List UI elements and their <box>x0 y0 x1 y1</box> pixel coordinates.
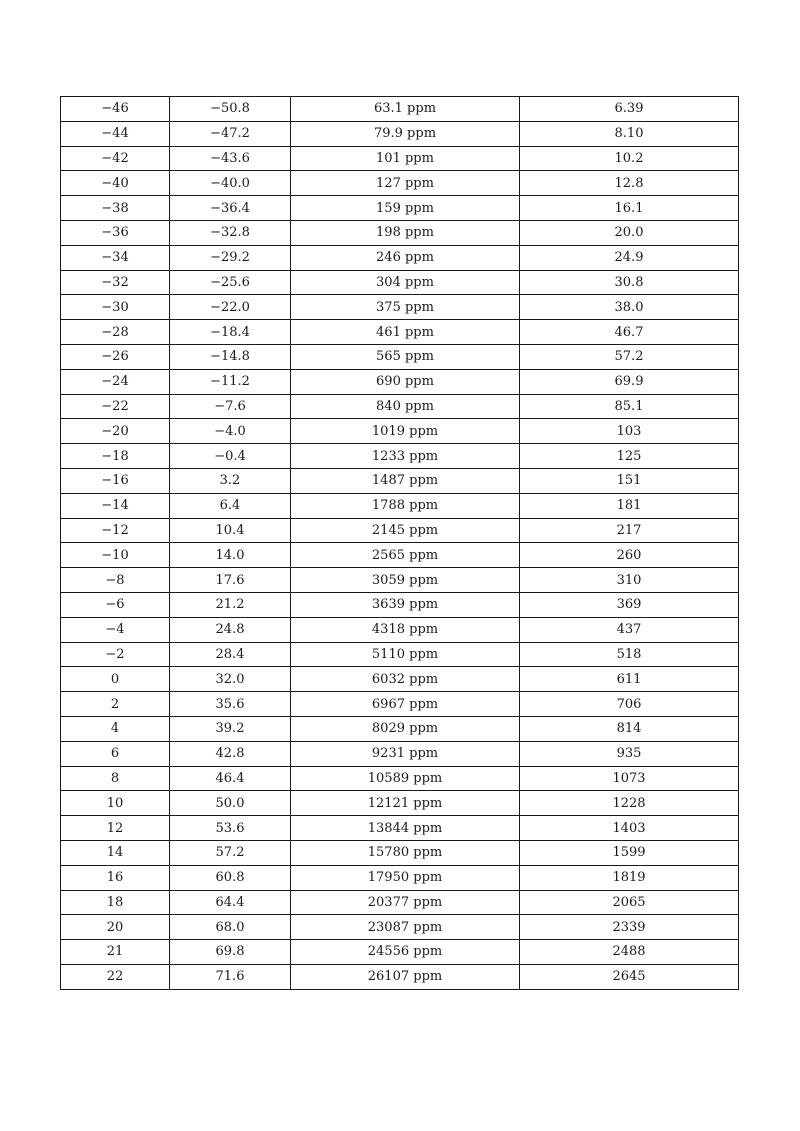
col-2-cell: −29.2 <box>170 245 291 270</box>
col-4-cell: 437 <box>520 617 739 642</box>
col-2-cell: 68.0 <box>170 915 291 940</box>
col-2-cell: 6.4 <box>170 493 291 518</box>
col-3-cell: 690 ppm <box>291 369 520 394</box>
col-1-cell: −18 <box>61 444 170 469</box>
col-1-cell: −16 <box>61 468 170 493</box>
col-2-cell: −4.0 <box>170 419 291 444</box>
col-1-cell: 6 <box>61 741 170 766</box>
table-row <box>61 220 739 245</box>
col-1-cell: 12 <box>61 816 170 841</box>
col-4-cell: 814 <box>520 716 739 741</box>
col-1-cell: 20 <box>61 915 170 940</box>
table-row <box>61 270 739 295</box>
col-1-cell: −8 <box>61 568 170 593</box>
col-1-cell: −28 <box>61 320 170 345</box>
col-2-cell: 57.2 <box>170 840 291 865</box>
col-4-cell: 1403 <box>520 816 739 841</box>
table-row <box>61 741 739 766</box>
col-3-cell: 101 ppm <box>291 146 520 171</box>
col-1-cell: 16 <box>61 865 170 890</box>
col-2-cell: 64.4 <box>170 890 291 915</box>
col-2-cell: 46.4 <box>170 766 291 791</box>
table-row <box>61 617 739 642</box>
table-row <box>61 667 739 692</box>
col-1-cell: −14 <box>61 493 170 518</box>
col-4-cell: 69.9 <box>520 369 739 394</box>
table-row <box>61 295 739 320</box>
table-row <box>61 518 739 543</box>
col-4-cell: 181 <box>520 493 739 518</box>
col-3-cell: 1788 ppm <box>291 493 520 518</box>
col-1-cell: 18 <box>61 890 170 915</box>
col-4-cell: 1819 <box>520 865 739 890</box>
table-body <box>61 97 739 990</box>
col-1-cell: 0 <box>61 667 170 692</box>
col-4-cell: 12.8 <box>520 171 739 196</box>
col-3-cell: 159 ppm <box>291 196 520 221</box>
col-2-cell: 10.4 <box>170 518 291 543</box>
col-2-cell: −14.8 <box>170 344 291 369</box>
col-1-cell: 22 <box>61 964 170 989</box>
col-4-cell: 260 <box>520 543 739 568</box>
col-1-cell: −2 <box>61 642 170 667</box>
col-4-cell: 16.1 <box>520 196 739 221</box>
col-1-cell: −38 <box>61 196 170 221</box>
col-2-cell: 50.0 <box>170 791 291 816</box>
col-1-cell: −36 <box>61 220 170 245</box>
table-row <box>61 940 739 965</box>
col-2-cell: 35.6 <box>170 692 291 717</box>
table-row <box>61 791 739 816</box>
col-3-cell: 198 ppm <box>291 220 520 245</box>
col-4-cell: 46.7 <box>520 320 739 345</box>
col-2-cell: −32.8 <box>170 220 291 245</box>
col-3-cell: 2565 ppm <box>291 543 520 568</box>
col-3-cell: 26107 ppm <box>291 964 520 989</box>
table-row <box>61 245 739 270</box>
col-4-cell: 151 <box>520 468 739 493</box>
col-3-cell: 840 ppm <box>291 394 520 419</box>
col-4-cell: 706 <box>520 692 739 717</box>
col-4-cell: 24.9 <box>520 245 739 270</box>
col-3-cell: 3059 ppm <box>291 568 520 593</box>
col-3-cell: 8029 ppm <box>291 716 520 741</box>
col-1-cell: −32 <box>61 270 170 295</box>
table-row <box>61 394 739 419</box>
col-3-cell: 375 ppm <box>291 295 520 320</box>
col-3-cell: 246 ppm <box>291 245 520 270</box>
col-1-cell: 10 <box>61 791 170 816</box>
col-2-cell: 3.2 <box>170 468 291 493</box>
col-3-cell: 20377 ppm <box>291 890 520 915</box>
table-row <box>61 840 739 865</box>
col-2-cell: 14.0 <box>170 543 291 568</box>
col-1-cell: 8 <box>61 766 170 791</box>
table-row <box>61 766 739 791</box>
table-row <box>61 642 739 667</box>
col-2-cell: −18.4 <box>170 320 291 345</box>
col-3-cell: 24556 ppm <box>291 940 520 965</box>
col-1-cell: 4 <box>61 716 170 741</box>
table-row <box>61 493 739 518</box>
col-1-cell: −42 <box>61 146 170 171</box>
col-2-cell: −11.2 <box>170 369 291 394</box>
col-2-cell: −7.6 <box>170 394 291 419</box>
col-3-cell: 79.9 ppm <box>291 121 520 146</box>
col-4-cell: 30.8 <box>520 270 739 295</box>
col-1-cell: −24 <box>61 369 170 394</box>
col-4-cell: 10.2 <box>520 146 739 171</box>
col-3-cell: 3639 ppm <box>291 592 520 617</box>
col-2-cell: 32.0 <box>170 667 291 692</box>
col-1-cell: −12 <box>61 518 170 543</box>
col-1-cell: −26 <box>61 344 170 369</box>
table-row <box>61 592 739 617</box>
col-2-cell: −47.2 <box>170 121 291 146</box>
col-2-cell: 60.8 <box>170 865 291 890</box>
col-1-cell: −4 <box>61 617 170 642</box>
table-row <box>61 865 739 890</box>
col-3-cell: 12121 ppm <box>291 791 520 816</box>
col-1-cell: 14 <box>61 840 170 865</box>
col-3-cell: 9231 ppm <box>291 741 520 766</box>
table-row <box>61 716 739 741</box>
col-2-cell: 28.4 <box>170 642 291 667</box>
col-4-cell: 2339 <box>520 915 739 940</box>
data-table <box>60 96 739 990</box>
col-2-cell: −50.8 <box>170 97 291 122</box>
col-1-cell: −34 <box>61 245 170 270</box>
col-2-cell: 69.8 <box>170 940 291 965</box>
col-3-cell: 1019 ppm <box>291 419 520 444</box>
col-4-cell: 8.10 <box>520 121 739 146</box>
col-1-cell: 21 <box>61 940 170 965</box>
col-4-cell: 85.1 <box>520 394 739 419</box>
col-1-cell: −6 <box>61 592 170 617</box>
col-4-cell: 611 <box>520 667 739 692</box>
table-row <box>61 344 739 369</box>
col-3-cell: 17950 ppm <box>291 865 520 890</box>
col-2-cell: 71.6 <box>170 964 291 989</box>
table-row <box>61 369 739 394</box>
col-4-cell: 20.0 <box>520 220 739 245</box>
col-3-cell: 6967 ppm <box>291 692 520 717</box>
col-1-cell: −44 <box>61 121 170 146</box>
col-4-cell: 217 <box>520 518 739 543</box>
table-row <box>61 890 739 915</box>
col-1-cell: 2 <box>61 692 170 717</box>
col-2-cell: −40.0 <box>170 171 291 196</box>
col-1-cell: −20 <box>61 419 170 444</box>
col-4-cell: 6.39 <box>520 97 739 122</box>
col-3-cell: 304 ppm <box>291 270 520 295</box>
table-row <box>61 97 739 122</box>
col-3-cell: 2145 ppm <box>291 518 520 543</box>
col-3-cell: 6032 ppm <box>291 667 520 692</box>
col-4-cell: 38.0 <box>520 295 739 320</box>
col-3-cell: 23087 ppm <box>291 915 520 940</box>
col-4-cell: 125 <box>520 444 739 469</box>
col-2-cell: 24.8 <box>170 617 291 642</box>
col-4-cell: 518 <box>520 642 739 667</box>
col-2-cell: 42.8 <box>170 741 291 766</box>
table-row <box>61 468 739 493</box>
col-3-cell: 10589 ppm <box>291 766 520 791</box>
col-3-cell: 1233 ppm <box>291 444 520 469</box>
table-row <box>61 543 739 568</box>
table-row <box>61 146 739 171</box>
col-4-cell: 2065 <box>520 890 739 915</box>
table-row <box>61 121 739 146</box>
table-row <box>61 568 739 593</box>
col-4-cell: 1073 <box>520 766 739 791</box>
table-row <box>61 816 739 841</box>
col-3-cell: 5110 ppm <box>291 642 520 667</box>
table-row <box>61 196 739 221</box>
col-2-cell: 39.2 <box>170 716 291 741</box>
col-3-cell: 4318 ppm <box>291 617 520 642</box>
table-row <box>61 171 739 196</box>
col-4-cell: 310 <box>520 568 739 593</box>
col-2-cell: 17.6 <box>170 568 291 593</box>
col-4-cell: 1228 <box>520 791 739 816</box>
col-2-cell: 53.6 <box>170 816 291 841</box>
col-3-cell: 565 ppm <box>291 344 520 369</box>
col-4-cell: 2488 <box>520 940 739 965</box>
col-2-cell: 21.2 <box>170 592 291 617</box>
col-4-cell: 103 <box>520 419 739 444</box>
col-4-cell: 57.2 <box>520 344 739 369</box>
col-3-cell: 15780 ppm <box>291 840 520 865</box>
col-3-cell: 63.1 ppm <box>291 97 520 122</box>
col-4-cell: 1599 <box>520 840 739 865</box>
table-row <box>61 444 739 469</box>
col-3-cell: 127 ppm <box>291 171 520 196</box>
col-1-cell: −22 <box>61 394 170 419</box>
col-3-cell: 1487 ppm <box>291 468 520 493</box>
col-2-cell: −43.6 <box>170 146 291 171</box>
col-3-cell: 13844 ppm <box>291 816 520 841</box>
col-2-cell: −36.4 <box>170 196 291 221</box>
col-2-cell: −0.4 <box>170 444 291 469</box>
table-row <box>61 915 739 940</box>
table-row <box>61 964 739 989</box>
table-row <box>61 692 739 717</box>
col-2-cell: −25.6 <box>170 270 291 295</box>
col-1-cell: −30 <box>61 295 170 320</box>
table-row <box>61 419 739 444</box>
col-1-cell: −40 <box>61 171 170 196</box>
col-4-cell: 935 <box>520 741 739 766</box>
col-1-cell: −46 <box>61 97 170 122</box>
col-4-cell: 369 <box>520 592 739 617</box>
col-4-cell: 2645 <box>520 964 739 989</box>
col-3-cell: 461 ppm <box>291 320 520 345</box>
col-2-cell: −22.0 <box>170 295 291 320</box>
table-row <box>61 320 739 345</box>
col-1-cell: −10 <box>61 543 170 568</box>
